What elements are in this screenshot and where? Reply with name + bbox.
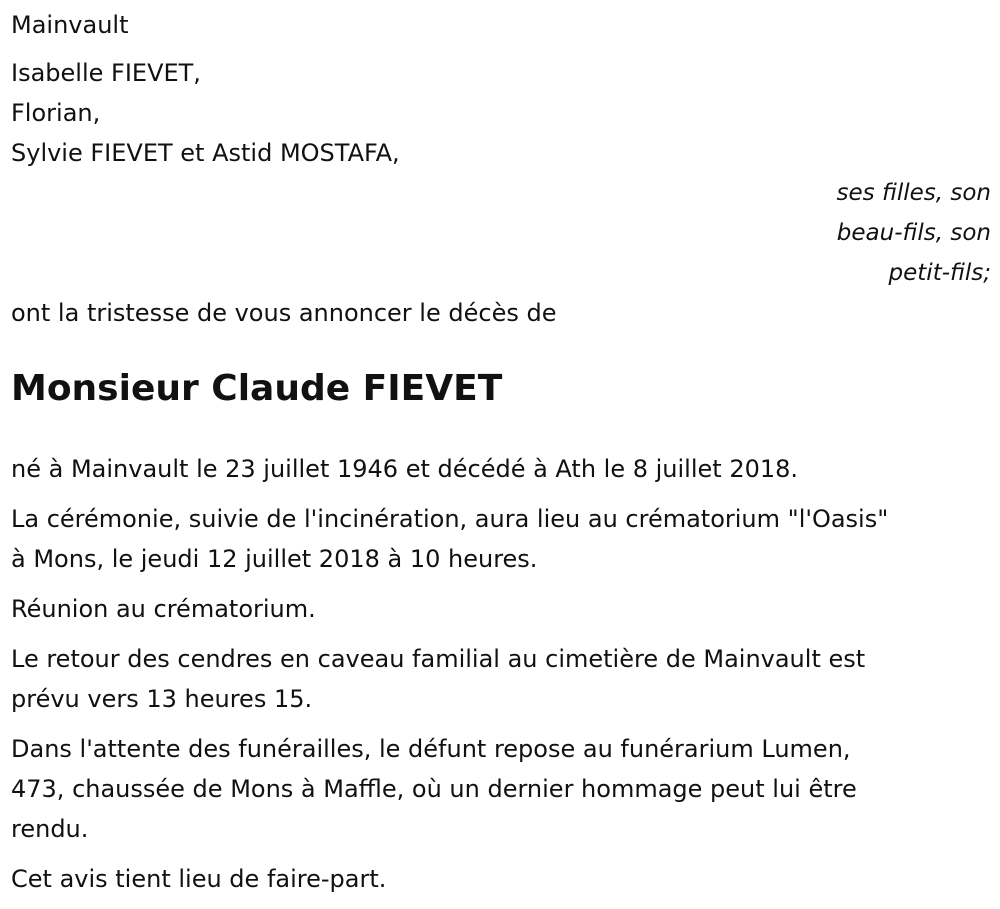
ceremony-paragraph	[11, 499, 991, 579]
family-member-2: Florian,	[11, 99, 101, 127]
relation-line-2: beau-fils, son	[836, 220, 991, 246]
location-heading: Mainvault	[11, 11, 129, 39]
family-member-1: Isabelle FIEVET,	[11, 59, 201, 87]
closing-text: Cet avis tient lieu de faire-part.	[11, 865, 387, 893]
ashes-paragraph	[11, 639, 991, 719]
ashes-line-2: prévu vers 13 heures 15.	[11, 685, 313, 713]
wake-line-2: 473, chaussée de Mons à Maffle, où un dernier hommage peut lui être	[11, 775, 857, 803]
ashes-line-1: Le retour des cendres en caveau familial au cimetière de Mainvault est	[11, 645, 866, 673]
family-member-3: Sylvie FIEVET et Astid MOSTAFA,	[11, 139, 400, 167]
deceased-name: Monsieur Claude FIEVET	[11, 368, 503, 409]
family-list	[11, 53, 991, 173]
wake-line-1: Dans l'attente des funérailles, le défunt repose au funérarium Lumen,	[11, 735, 851, 763]
ceremony-line-1: La cérémonie, suivie de l'incinération, aura lieu au crématorium "l'Oasis"	[11, 505, 889, 533]
obituary-notice	[11, 0, 991, 899]
relation-line-1: ses filles, son	[836, 180, 991, 206]
wake-line-3: rendu.	[11, 815, 89, 843]
ceremony-line-2: à Mons, le jeudi 12 juillet 2018 à 10 heures.	[11, 545, 538, 573]
birth-death-text: né à Mainvault le 23 juillet 1946 et décédé à Ath le 8 juillet 2018.	[11, 455, 799, 483]
relation-line-3: petit-fils;	[888, 260, 991, 286]
wake-paragraph	[11, 729, 991, 849]
reunion-text: Réunion au crématorium.	[11, 595, 316, 623]
announcement-text: ont la tristesse de vous annoncer le décès de	[11, 299, 557, 327]
family-relation	[11, 173, 991, 293]
